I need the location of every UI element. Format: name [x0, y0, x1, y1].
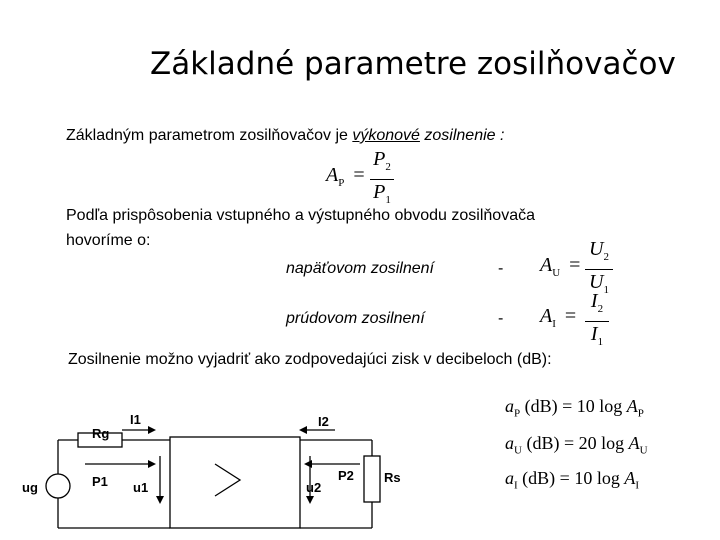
voltage-gain-lhs: $A_U$ = — [540, 254, 581, 279]
label-rs: Rs — [384, 470, 401, 485]
current-gain-lhs: $A_I$ = — [540, 305, 577, 330]
current-gain-fraction: $I_2$ $I_1$ — [585, 290, 609, 353]
label-i1: I1 — [130, 412, 141, 427]
intro-prefix: Základným parametrom zosilňovačov je — [66, 127, 353, 144]
label-u2: u2 — [306, 480, 322, 495]
intro-emphasis: výkonové — [352, 127, 420, 144]
db-equation-voltage: $a_U$ (dB) = 20 $\log A_U$ — [505, 433, 648, 457]
label-p2: P2 — [338, 468, 354, 483]
label-rg: Rg — [92, 426, 110, 441]
resistor-rs — [364, 456, 380, 502]
decibel-text: Zosilnenie možno vyjadriť ako zodpovedajúci zisk v decibeloch (dB): — [68, 351, 552, 368]
amplifier-circuit-diagram — [0, 400, 430, 540]
voltage-dash: - — [498, 260, 504, 277]
voltage-gain-label: napäťovom zosilnení — [286, 260, 434, 277]
power-gain-lhs: $A_P$ = — [326, 164, 365, 189]
current-gain-label: prúdovom zosilnení — [286, 310, 425, 327]
db-equation-power: $a_P$ (dB) = 10 $\log A_P$ — [505, 396, 644, 420]
amplifier-symbol — [215, 464, 240, 496]
intro-text — [66, 127, 504, 145]
label-p1: P1 — [92, 474, 108, 489]
intro-suffix: zosilnenie : — [419, 127, 505, 144]
db-equation-current: $a_I$ (dB) = 10 $\log A_I$ — [505, 468, 639, 492]
voltage-source-ug — [46, 474, 70, 498]
current-dash: - — [498, 310, 504, 327]
power-gain-fraction: $P_2$ $P_1$ — [370, 148, 394, 211]
label-u1: u1 — [133, 480, 149, 495]
para2-line2: hovoríme o: — [66, 232, 151, 249]
voltage-gain-fraction: $U_2$ $U_1$ — [585, 238, 613, 301]
page-title: Základné parametre zosilňovačov — [150, 46, 676, 82]
para2-line1: Podľa prispôsobenia vstupného a výstupného obvodu zosilňovača — [66, 207, 535, 224]
label-i2: I2 — [318, 414, 329, 429]
label-ug: ug — [22, 480, 38, 495]
